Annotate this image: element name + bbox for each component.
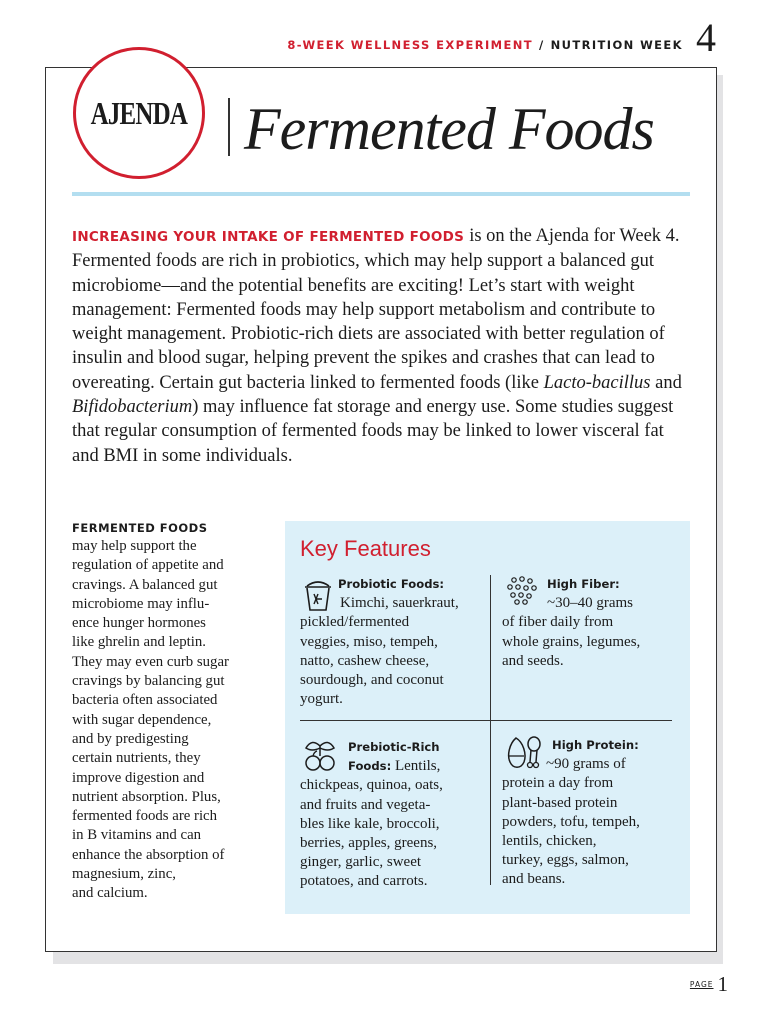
intro-text-1: is on the Ajenda for Week 4. Fermented foods are rich in probiotics, which may help support a balanced gut microbiome—and the potential benefits are exciting! Let’s start with weight management: Fermented foods may help support metabolism and contribute to weight management. Probiotic-rich diets are associated with better regulation of insulin and blood sugar, helping prevent the spikes and crashes that can lead to overeating. Certain gut bacteria linked to fermented foods (like: [72, 226, 680, 393]
feature-probiotic-foods: [300, 575, 485, 709]
feature-heading-cont: Foods:: [348, 759, 392, 774]
sidebar-line: in B vitamins and can: [72, 827, 202, 844]
feature-high-protein: [502, 736, 682, 890]
feature-line: protein a day from: [502, 775, 614, 792]
sidebar-line: enhance the absorption of: [72, 846, 225, 863]
week-number: 4: [696, 15, 716, 60]
feature-line: natto, cashew cheese,: [300, 652, 430, 669]
sidebar-line: cravings. A balanced gut: [72, 576, 218, 593]
key-features-horizontal-divider: [300, 720, 672, 721]
intro-italic-2: Bifidobacterium: [72, 397, 193, 418]
intro-paragraph: [72, 224, 692, 468]
sidebar-line: bacteria often associated: [72, 692, 218, 709]
feature-heading: High Fiber:: [547, 577, 620, 591]
sidebar-line: regulation of appetite and: [72, 557, 224, 574]
header-separator: /: [539, 38, 545, 52]
feature-high-fiber: [502, 575, 682, 671]
feature-line: lentils, chicken,: [502, 833, 597, 850]
feature-line: chickpeas, quinoa, oats,: [300, 777, 443, 794]
key-features-vertical-divider: [490, 575, 491, 885]
sidebar-line: like ghrelin and leptin.: [72, 634, 206, 651]
sidebar-line: They may even curb sugar: [72, 653, 229, 670]
feature-line: plant-based protein: [502, 794, 618, 811]
ajenda-logo: [73, 47, 205, 179]
logo-text: AJENDA: [90, 94, 188, 131]
feature-heading: High Protein:: [552, 738, 639, 752]
feature-line: and beans.: [502, 871, 566, 888]
feature-line: turkey, eggs, salmon,: [502, 852, 629, 869]
sidebar-line: nutrient absorption. Plus,: [72, 788, 221, 805]
sidebar-line: improve digestion and: [72, 769, 205, 786]
feature-line: of fiber daily from: [502, 614, 614, 631]
sidebar-line: with sugar dependence,: [72, 711, 212, 728]
feature-line: whole grains, legumes,: [502, 633, 641, 650]
feature-line: Lentils,: [394, 758, 441, 775]
page-header: [287, 38, 683, 52]
feature-line: Kimchi, sauerkraut,: [340, 595, 459, 612]
sidebar-line: and calcium.: [72, 885, 148, 902]
feature-line: and fruits and vegeta-: [300, 796, 431, 813]
feature-line: veggies, miso, tempeh,: [300, 633, 438, 650]
sidebar-line: microbiome may influ-: [72, 595, 210, 612]
sidebar-line: and by predigesting: [72, 730, 189, 747]
sidebar-line: fermented foods are rich: [72, 808, 218, 825]
sidebar-column: [72, 519, 267, 904]
feature-heading: Prebiotic-Rich: [348, 740, 440, 754]
page-label: PAGE: [689, 980, 714, 989]
intro-text-2: and: [650, 372, 682, 393]
sidebar-heading: FERMENTED FOODS: [72, 521, 208, 535]
feature-line: yogurt.: [300, 691, 343, 708]
week-label: NUTRITION WEEK: [550, 38, 683, 52]
intro-lead: INCREASING YOUR INTAKE OF FERMENTED FOODS: [72, 229, 465, 245]
key-features-title: Key Features: [300, 536, 431, 561]
intro-italic-1: Lacto-bacillus: [543, 372, 651, 393]
feature-line: ~30–40 grams: [547, 595, 634, 612]
page-number: 1: [717, 972, 728, 996]
feature-line: potatoes, and carrots.: [300, 873, 428, 890]
feature-line: ~90 grams of: [546, 756, 626, 773]
sidebar-line: certain nutrients, they: [72, 750, 201, 767]
feature-line: and seeds.: [502, 652, 564, 669]
feature-line: powders, tofu, tempeh,: [502, 813, 640, 830]
sidebar-line: cravings by balancing gut: [72, 673, 225, 690]
intro-text-3: ) may influence fat storage and energy use. Some studies suggest that regular consumption of fermented foods may be linked to lower visceral fat and BMI in some individuals.: [72, 397, 674, 466]
feature-line: pickled/fermented: [300, 614, 410, 631]
page-title: Fermented Foods: [244, 96, 654, 162]
sidebar-line: ence hunger hormones: [72, 615, 206, 632]
feature-line: sourdough, and coconut: [300, 672, 444, 689]
series-label: 8-WEEK WELLNESS EXPERIMENT: [287, 38, 533, 52]
feature-line: bles like kale, broccoli,: [300, 815, 440, 832]
feature-heading: Probiotic Foods:: [338, 577, 445, 591]
title-divider: [228, 98, 230, 156]
feature-prebiotic-rich-foods: [300, 738, 485, 892]
feature-line: ginger, garlic, sweet: [300, 854, 422, 871]
sidebar-line: magnesium, zinc,: [72, 866, 176, 883]
sidebar-line: may help support the: [72, 538, 197, 554]
page-footer: [690, 972, 728, 997]
feature-line: berries, apples, greens,: [300, 835, 438, 852]
title-rule: [72, 192, 690, 196]
